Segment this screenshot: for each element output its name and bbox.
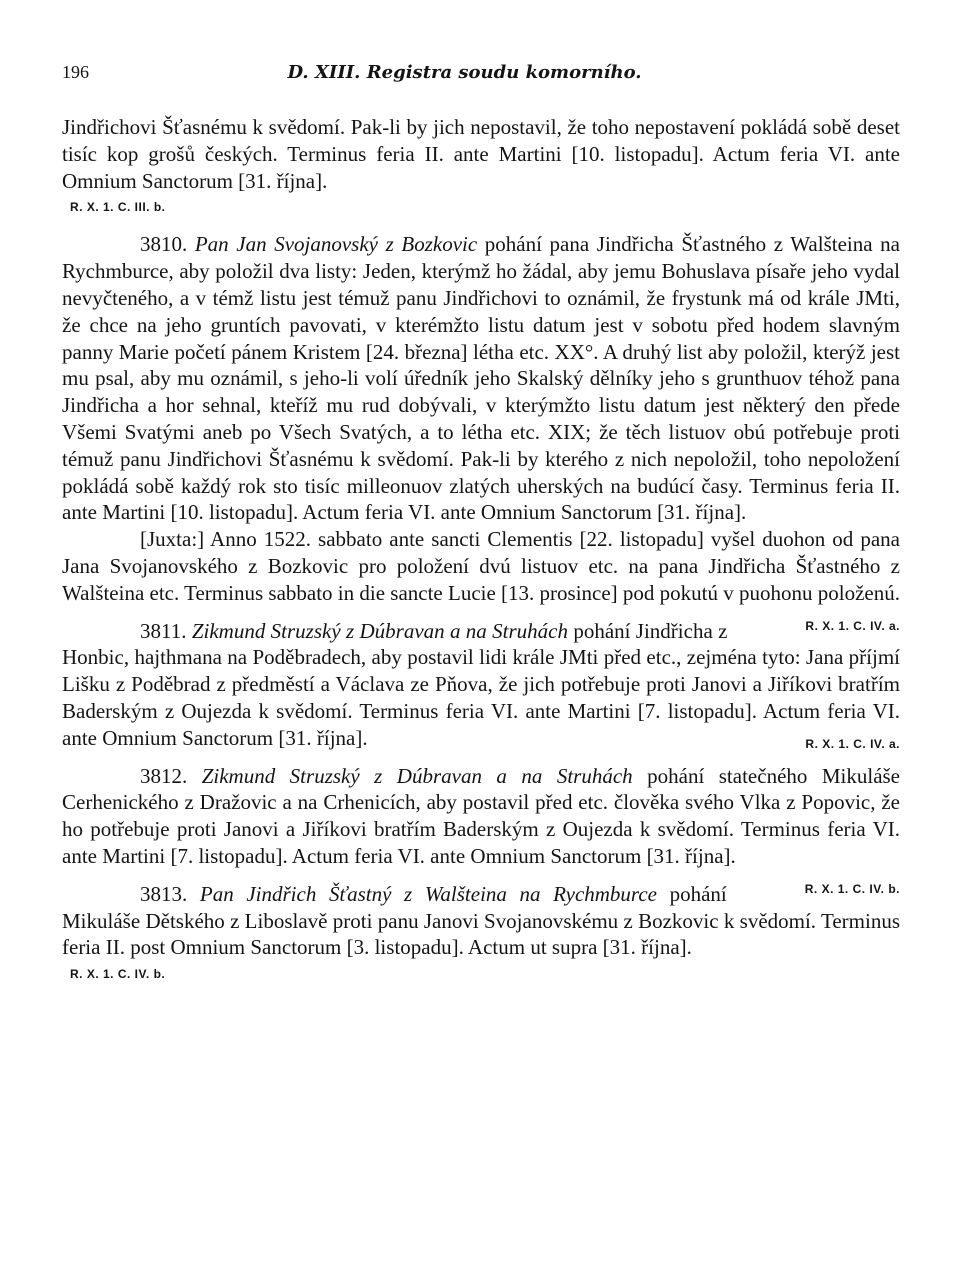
intro-paragraph <box>62 114 900 194</box>
running-title-text: Registra soudu komorního. <box>366 62 642 83</box>
entry-party-name: Pan Jindřich Šťastný z Walšteina na Rychmburce <box>199 881 657 906</box>
entry-text: pohání Jindřicha z Honbic, hajthmana na Poděbradech, aby postavil lidi krále JMti před etc., zejména tyto: Jana příjmí Lišku z Poděbrad z předměstí a Václava ze Pňova, že jich potřebuje proti Janovi a Jiříkovi bratřím Baderským z Oujezda k svědomí. Terminus feria VI. ante Martini [7. listopadu]. Actum feria VI. ante Omnium Sanctorum [31. října]. <box>62 618 900 750</box>
entry-text: pohání pana Jindřicha Šťastného z Walšteina na Rychmburce, aby položil dva listy: Jeden, kterýmž ho žádal, aby jemu Bohuslava písaře jeho vydal nevyčteného, a v témž listu jest témuž panu Jindřichovi to oznámil, že frystunk má od krále JMti, že chce na jeho gruntích pavovati, v kterémžto listu datum jest v sobotu před hodem slavným panny Marie početí pánem Kristem [24. března] létha etc. XX°. A druhý list aby položil, kterýž jest mu psal, aby mu oznámil, s jeho-li volí úředník jeho Skalský dělníky jeho s grunthuov téhož pana Jindřicha a hor sehnal, kteříž mu rud dobývali, v kterýmžto listu datum jest některý den přede Všemi Svatými aneb po Všech Svatých, a to létha etc. XIX; že těch listuov obú potřebuje proti témuž panu Jindřichovi Šťasnému k svědomí. Pak-li by kterého z nich nepoložil, toho nepoložení pokládá sobě každý rok sto tisíc milleonuov zlatých uherských na budúcí časy. Terminus feria II. ante Martini [10. listopadu]. Actum feria VI. ante Omnium Sanctorum [31. října]. <box>62 232 900 525</box>
entry-text: pohání statečného Mikuláše Cerhenického z Dražovic a na Crhenicích, aby postavil před etc. člověka svého Vlka z Popovic, že ho potřebuje proti Janovi a Jiříkovi bratřím Baderským z Oujezda k svědomí. Terminus feria VI. ante Martini [7. listopadu]. Actum feria VI. ante Omnium Sanctorum [31. října]. <box>62 763 901 868</box>
entry-party-name: Zikmund Struzský z Dúbravan a na Struhách <box>201 763 633 788</box>
intro-text: Jindřichovi Šťasnému k svědomí. Pak-li by jich nepostavil, že toho nepostavení pokládá sobě deset tisíc kop grošů českých. Terminus feria II. ante Martini [10. listopadu]. Actum feria VI. ante Omnium Sanctorum [31. října]. <box>62 115 900 193</box>
archive-signature: R. X. 1. C. IV. a. <box>805 618 900 633</box>
running-title-prefix: D. XIII. <box>287 62 361 83</box>
page-header <box>62 62 900 94</box>
entry-number: 3812. <box>140 763 188 788</box>
page-number: 196 <box>62 62 89 82</box>
entry-text: pohání Mikuláše Dětského z Liboslavě proti panu Janovi Svojanovskému z Bozkovic k svědomí. Terminus feria II. post Omnium Sanctorum [3. listopadu]. Actum ut supra [31. října]. <box>62 881 900 960</box>
entry-number: 3811. <box>140 618 187 643</box>
entry-3810 <box>62 231 900 526</box>
archive-signature: R. X. 1. C. IV. b. <box>804 881 900 896</box>
entry-number: 3813. <box>140 881 188 906</box>
juxta-text: [Juxta:] Anno 1522. sabbato ante sancti Clementis [22. listopadu] vyšel duohon od pana Jana Svojanovského z Bozkovic pro položení dvú listuov etc. na pana Jindřicha Šťastného z Walšteina etc. Terminus sabbato in die sancte Lucie [13. prosince] pod pokutú v puohonu položenú. <box>62 527 900 605</box>
document-body <box>62 114 900 987</box>
running-title <box>89 62 900 83</box>
entry-party-name: Pan Jan Svojanovský z Bozkovic <box>194 232 478 257</box>
entry-party-name: Zikmund Struzský z Dúbravan a na Struhách <box>191 618 568 643</box>
archive-signature: R. X. 1. C. IV. a. <box>805 736 900 751</box>
entry-number: 3810. <box>140 232 188 257</box>
document-page <box>62 62 900 1242</box>
archive-signature: R. X. 1. C. IV. b. <box>70 967 166 982</box>
archive-signature: R. X. 1. C. III. b. <box>70 200 166 215</box>
